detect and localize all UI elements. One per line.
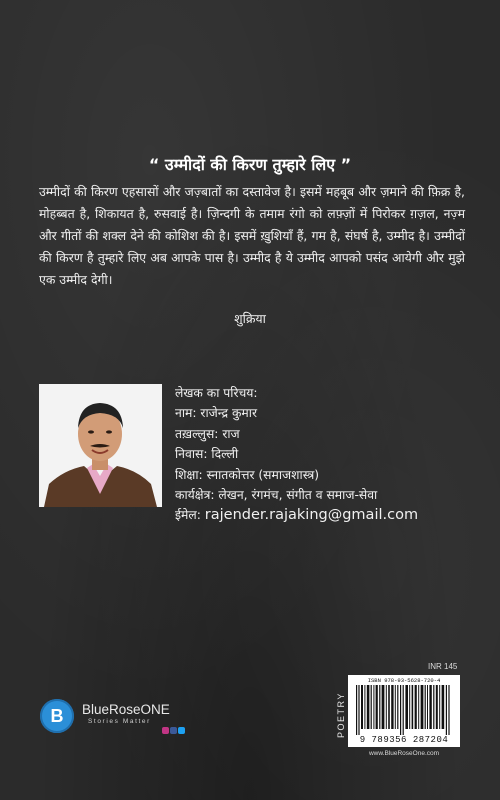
bio-name: नाम: राजेन्द्र कुमार	[175, 406, 258, 421]
publisher-name-part2: ONE	[140, 702, 170, 717]
bio-residence: निवास: दिल्ली	[175, 447, 239, 462]
publisher-logo	[40, 697, 200, 737]
bio-work-area: कार्यक्षेत्र: लेखन, रंगमंच, संगीत व समाज-सेवा	[175, 488, 378, 503]
isbn-barcode	[348, 675, 460, 747]
bio-education: शिक्षा: स्नातकोत्तर (समाजशास्त्र)	[175, 467, 320, 482]
bio-email-row	[175, 505, 475, 525]
social-icons	[162, 727, 186, 736]
book-blurb: उम्मीदों की किरण एहसासों और जज़्बातों का दस्तावेज है। इसमें महबूब और ज़माने की फ़िक्र है, मोहब्बत है, शिकायत है, रुसवाई है। ज़िन्दगी के तमाम रंगो को लफ़्ज़ों में पिरोकर ग़ज़ल, नज़्म और गीतों की शक्ल देने की कोशिश की है। इसमें ख़ुशियाँ हैं, गम है, संघर्ष है, उम्मीद है। उम्मीदों की किरण है तुम्हारे लिए अब आपके पास है। उम्मीद है ये उम्मीद आपको पसंद आयेगी और मुझे एक उम्मीद देगी।	[39, 184, 465, 287]
thanks-text: शुक्रिया	[234, 311, 266, 326]
author-bio	[175, 383, 475, 526]
bio-pen-name: तख़ल्लुस: राज	[175, 426, 240, 441]
price-label: INR 145	[428, 662, 458, 671]
genre-label: POETRY	[336, 692, 346, 738]
author-portrait-icon	[39, 384, 162, 507]
publisher-name-part1: BlueRose	[82, 702, 141, 717]
isbn-number: 9 789356 287204	[359, 735, 449, 745]
publisher-logo-letter: B	[50, 706, 64, 726]
bio-email-label: ईमेल:	[175, 508, 201, 523]
barcode-icon	[356, 685, 452, 735]
book-title: “ उम्मीदों की किरण तुम्हारे लिए ”	[148, 155, 352, 174]
instagram-icon	[162, 727, 169, 734]
isbn-text: ISBN 978-93-5628-720-4	[367, 677, 441, 684]
facebook-icon	[170, 727, 177, 734]
twitter-icon	[178, 727, 185, 734]
publisher-name	[82, 702, 170, 717]
publisher-tagline: Stories Matter	[88, 718, 151, 725]
bio-heading: लेखक का परिचय:	[175, 386, 258, 400]
author-photo	[39, 384, 162, 507]
bio-email: rajender.rajaking@gmail.com	[204, 507, 419, 524]
publisher-website: www.BlueRoseOne.com	[368, 750, 440, 757]
